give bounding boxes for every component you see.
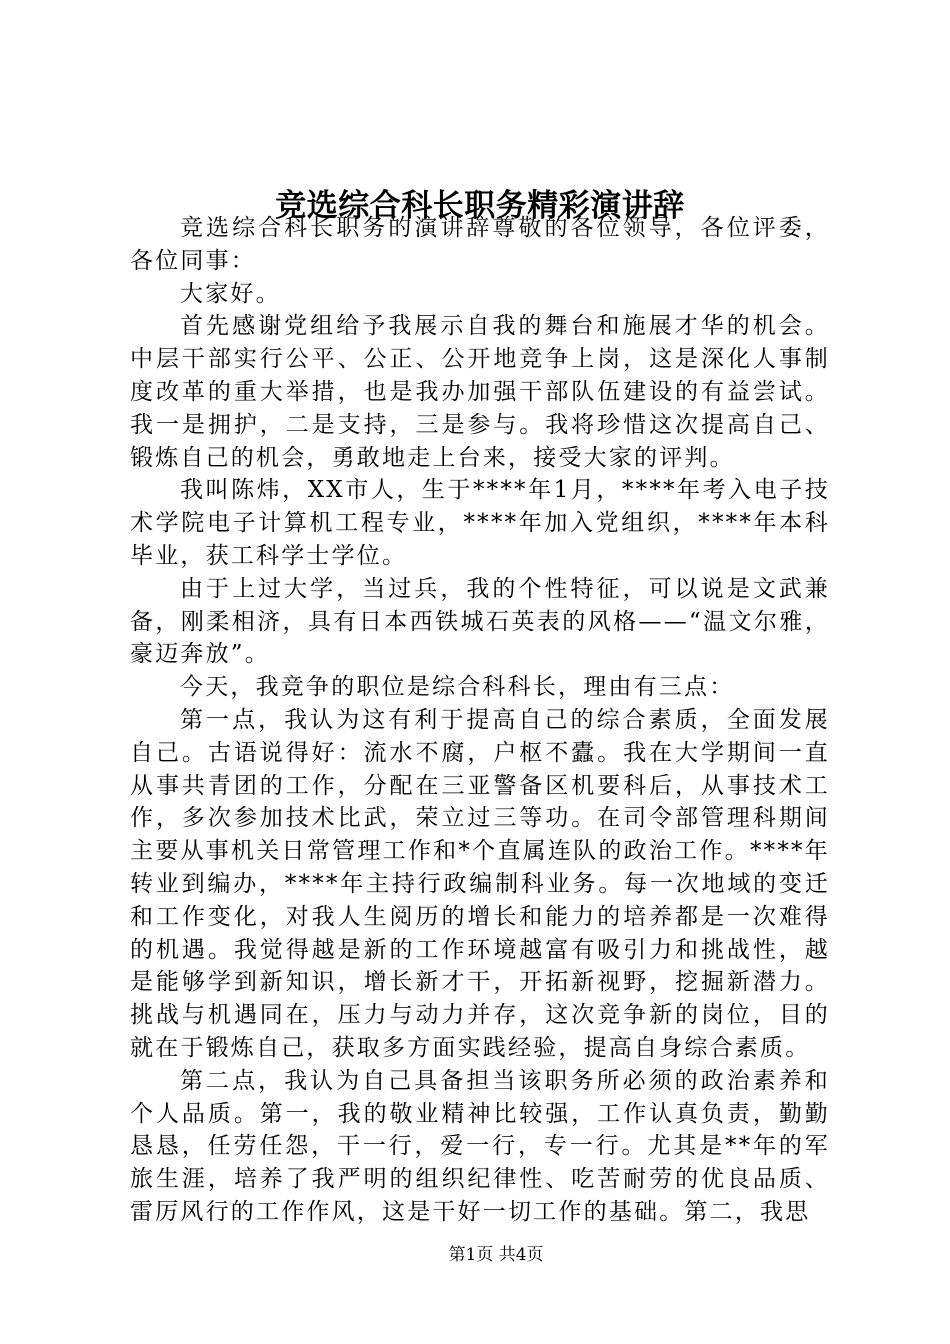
page-number-footer: 第1页 共4页: [448, 1245, 544, 1265]
paragraph: 由于上过大学，当过兵，我的个性特征，可以说是文武兼备，刚柔相济，具有日本西铁城石英表的风格——“温文尔雅，豪迈奔放”。: [130, 575, 830, 668]
paragraph: 第一点，我认为这有利于提高自己的综合素质，全面发展自己。古语说得好：流水不腐，户枢不蠹。我在大学期间一直从事共青团的工作，分配在三亚警备区机要科后，从事技术工作，多次参加技术比武，荣立过三等功。在司令部管理科期间主要从事机关日常管理工作和*个直属连队的政治工作。****年转业到编办，****年主持行政编制科业务。每一次地域的变迁和工作变化，对我人生阅历的增长和能力的培养都是一次难得的机遇。我觉得越是新的工作环境越富有吸引力和挑战性，越是能够学到新知识，增长新才干，开拓新视野，挖掘新潜力。挑战与机遇同在，压力与动力并存，这次竞争新的岗位，目的就在于锻炼自己，获取多方面实践经验，提高自身综合素质。: [130, 706, 830, 1061]
paragraph: 大家好。: [180, 280, 281, 307]
paragraph: 竞选综合科长职务的演讲辞尊敬的各位领导，各位评委，各位同事：: [130, 215, 830, 274]
paragraph: 首先感谢党组给予我展示自我的舞台和施展才华的机会。中层干部实行公平、公正、公开地竞争上岗，这是深化人事制度改革的重大举措，也是我办加强干部队伍建设的有益尝试。我一是拥护，二是支持，三是参与。我将珍惜这次提高自己、锻炼自己的机会，勇敢地走上台来，接受大家的评判。: [130, 313, 830, 471]
paragraph: 我叫陈炜，XX市人，生于****年1月，****年考入电子技术学院电子计算机工程专业，****年加入党组织，****年本科毕业，获工科学士学位。: [130, 477, 830, 569]
paragraph: 第二点，我认为自己具备担当该职务所必须的政治素养和个人品质。第一，我的敬业精神比较强，工作认真负责，勤勤恳恳，任劳任怨，干一行，爱一行，专一行。尤其是**年的军旅生涯，培养了我严明的组织纪律性、吃苦耐劳的优良品质、雷厉风行的工作作风，这是干好一切工作的基础。第二，我思: [130, 1067, 830, 1225]
document-body: [130, 212, 830, 1229]
document-title: 竞选综合科长职务精彩演讲辞: [275, 188, 685, 224]
paragraph: 今天，我竞争的职位是综合科科长，理由有三点：: [180, 674, 735, 701]
